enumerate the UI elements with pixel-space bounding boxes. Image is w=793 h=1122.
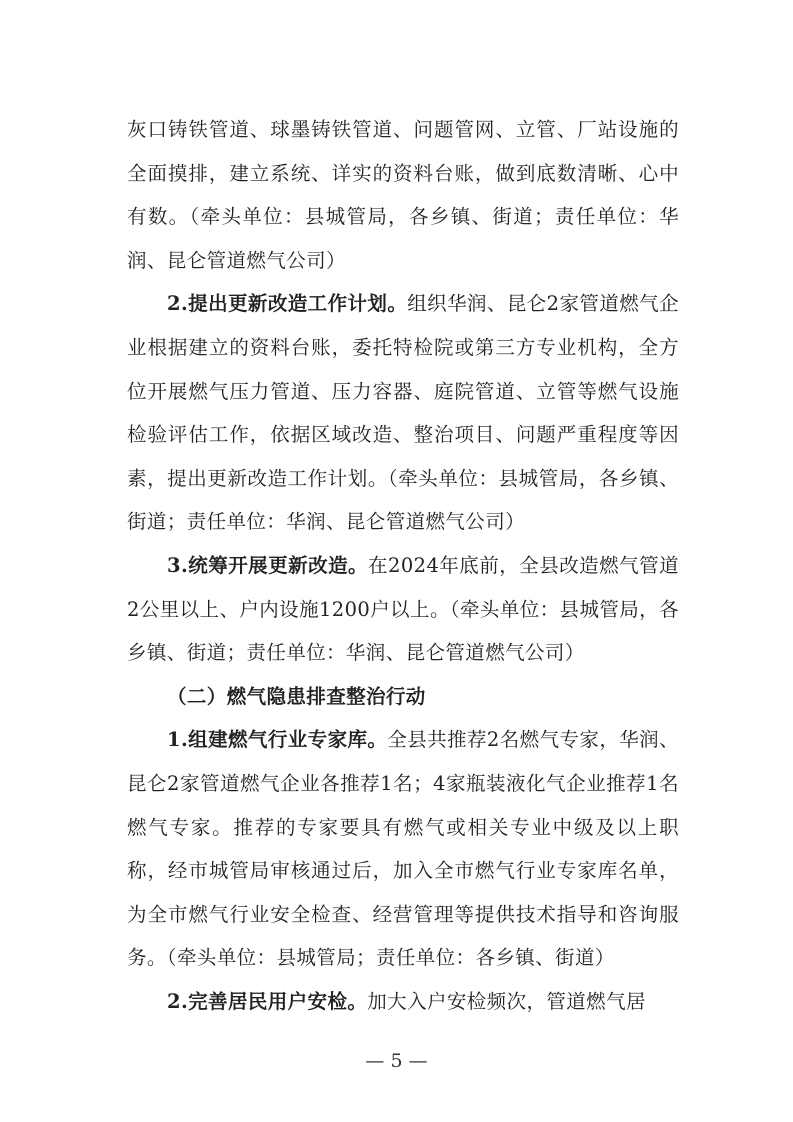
paragraph-item-3 [127,544,679,675]
item-title: 2.提出更新改造工作计划。 [167,292,408,316]
page-number: — 5 — [365,1050,428,1072]
paragraph-item-2 [127,282,679,544]
item-body: 组织华润、昆仑2家管道燃气企业根据建立的资料台账，委托特检院或第三方专业机构，全方位开展燃气压力管道、压力容器、庭院管道、立管等燃气设施检验评估工作，依据区域改造、整治项目、问题严重程度等因素，提出更新改造工作计划。（牵头单位：县城管局，各乡镇、街道；责任单位：华润、昆仑管道燃气公司） [127,292,679,534]
paragraph-item-2b [127,980,679,1024]
item-title: 1.组建燃气行业专家库。 [167,728,388,752]
document-body [127,108,679,1023]
paragraph-text: 灰口铸铁管道、球墨铸铁管道、问题管网、立管、厂站设施的全面摸排，建立系统、详实的资料台账，做到底数清晰、心中有数。（牵头单位：县城管局，各乡镇、街道；责任单位：华润、昆仑管道燃气公司） [127,118,679,272]
section-heading: （二）燃气隐患排查整治行动 [167,684,426,708]
item-body: 全县共推荐2名燃气专家，华润、昆仑2家管道燃气企业各推荐1名；4家瓶装液化气企业推荐1名燃气专家。推荐的专家要具有燃气或相关专业中级及以上职称，经市城管局审核通过后，加入全市燃气行业专家库名单，为全市燃气行业安全检查、经营管理等提供技术指导和咨询服务。（牵头单位：县城管局；责任单位：各乡镇、街道） [127,728,679,970]
item-title: 3.统筹开展更新改造。 [167,553,369,577]
paragraph-item-1 [127,718,679,980]
item-body: 加大入户安检频次，管道燃气居 [367,989,646,1013]
paragraph-continuation [127,108,679,282]
item-body: 在2024年底前，全县改造燃气管道2公里以上、户内设施1200户以上。（牵头单位：县城管局，各乡镇、街道；责任单位：华润、昆仑管道燃气公司） [127,553,679,665]
item-title: 2.完善居民用户安检。 [167,989,368,1013]
